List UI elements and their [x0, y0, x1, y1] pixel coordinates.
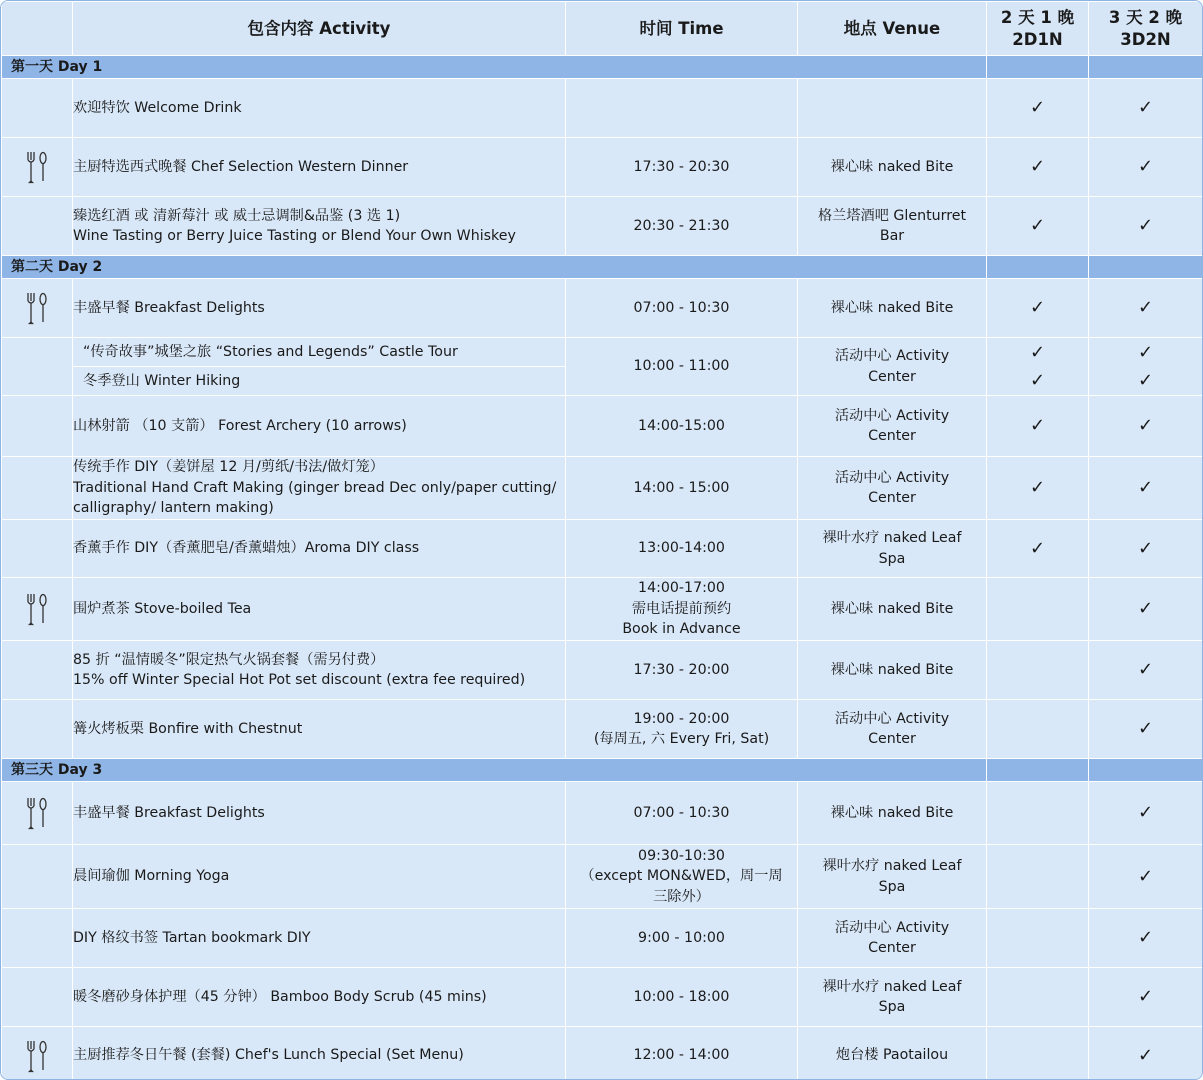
header-plan-2d1n-line1: 2 天 1 晚 [1000, 7, 1075, 27]
table-header-row [2, 2, 1203, 56]
venue-cell: 裸心味 naked Bite [798, 641, 987, 700]
table-row [2, 578, 1203, 641]
day-band-cell [1089, 56, 1203, 79]
check-3d2n: ✓ [1089, 641, 1203, 700]
table-row [2, 197, 1203, 256]
table-row [2, 1027, 1203, 1080]
check-2d1n [987, 909, 1089, 968]
time-cell: 20:30 - 21:30 [566, 197, 798, 256]
time-cell: 12:00 - 14:00 [566, 1027, 798, 1080]
day-band-cell [987, 256, 1089, 279]
time-cell: 17:30 - 20:30 [566, 138, 798, 197]
table-row [2, 700, 1203, 759]
icon-cell [2, 457, 73, 520]
venue-cell: 活动中心 Activity Center [798, 338, 987, 396]
venue-cell: 裸心味 naked Bite [798, 279, 987, 338]
header-plan-2d1n [987, 2, 1089, 56]
venue-cell: 格兰塔酒吧 Glenturret Bar [798, 197, 987, 256]
time-cell: 17:30 - 20:00 [566, 641, 798, 700]
check-3d2n: ✓ [1089, 909, 1203, 968]
activity-cell: 篝火烤板栗 Bonfire with Chestnut [73, 700, 566, 759]
activity-castle-tour: “传奇故事”城堡之旅 “Stories and Legends” Castle Tour [73, 338, 565, 367]
venue-cell: 活动中心 Activity Center [798, 457, 987, 520]
check-2d1n [987, 700, 1089, 759]
check-2d1n [987, 782, 1089, 845]
time-cell: 14:00 - 15:00 [566, 457, 798, 520]
day-label: 第一天 Day 1 [2, 56, 987, 79]
activity-cell: 晨间瑜伽 Morning Yoga [73, 845, 566, 909]
check-3d2n: ✓ [1089, 782, 1203, 845]
icon-cell [2, 641, 73, 700]
venue-cell: 裸叶水疗 naked Leaf Spa [798, 968, 987, 1027]
header-plan-3d2n [1089, 2, 1203, 56]
activity-cell: 丰盛早餐 Breakfast Delights [73, 782, 566, 845]
activity-cell: 欢迎特饮 Welcome Drink [73, 79, 566, 138]
icon-cell [2, 845, 73, 909]
day-band-cell [1089, 759, 1203, 782]
table-row [2, 968, 1203, 1027]
activity-cell: 山林射箭 （10 支箭） Forest Archery (10 arrows) [73, 396, 566, 457]
header-plan-3d2n-line1: 3 天 2 晚 [1108, 7, 1183, 27]
icon-cell [2, 396, 73, 457]
venue-cell: 活动中心 Activity Center [798, 700, 987, 759]
table-row [2, 845, 1203, 909]
time-cell: 07:00 - 10:30 [566, 279, 798, 338]
icon-cell [2, 197, 73, 256]
day-band-3 [2, 759, 1203, 782]
check-3d2n: ✓ [1089, 79, 1203, 138]
venue-cell: 裸叶水疗 naked Leaf Spa [798, 520, 987, 578]
check-2d1n [987, 641, 1089, 700]
venue-cell: 裸心味 naked Bite [798, 578, 987, 641]
icon-cell [2, 338, 73, 396]
header-plan-3d2n-line2: 3D2N [1120, 29, 1171, 49]
time-cell: 09:30-10:30 （except MON&WED，周一周 三除外） [566, 845, 798, 909]
cutlery-icon [24, 150, 50, 184]
time-cell: 07:00 - 10:30 [566, 782, 798, 845]
icon-cell [2, 578, 73, 641]
check-2d1n: ✓ [987, 396, 1089, 457]
cutlery-icon [24, 291, 50, 325]
time-cell: 13:00-14:00 [566, 520, 798, 578]
cutlery-icon [24, 796, 50, 830]
activity-cell: 香薰手作 DIY（香薰肥皂/香薰蜡烛）Aroma DIY class [73, 520, 566, 578]
check-winter-hiking: ✓ [1137, 369, 1154, 391]
check-2d1n [987, 578, 1089, 641]
venue-cell: 活动中心 Activity Center [798, 909, 987, 968]
check-3d2n: ✓ [1089, 968, 1203, 1027]
check-3d2n: ✓ [1089, 138, 1203, 197]
check-castle-tour: ✓ [1029, 341, 1046, 363]
header-venue: 地点 Venue [798, 2, 987, 56]
table-row [2, 641, 1203, 700]
time-cell: 10:00 - 18:00 [566, 968, 798, 1027]
check-2d1n: ✓ [987, 279, 1089, 338]
icon-cell [2, 279, 73, 338]
time-cell: 14:00-17:00 需电话提前预约 Book in Advance [566, 578, 798, 641]
venue-cell: 活动中心 Activity Center [798, 396, 987, 457]
day-band-cell [1089, 256, 1203, 279]
activity-cell [73, 338, 566, 396]
check-3d2n: ✓ [1089, 279, 1203, 338]
activity-winter-hiking: 冬季登山 Winter Hiking [83, 373, 241, 389]
check-2d1n: ✓ [987, 138, 1089, 197]
activity-schedule-table [1, 1, 1203, 1080]
icon-cell [2, 520, 73, 578]
table-row [2, 279, 1203, 338]
header-time: 时间 Time [566, 2, 798, 56]
check-3d2n [1089, 338, 1203, 396]
check-3d2n: ✓ [1089, 396, 1203, 457]
icon-cell [2, 79, 73, 138]
venue-cell: 裸心味 naked Bite [798, 138, 987, 197]
table-row [2, 782, 1203, 845]
check-3d2n: ✓ [1089, 845, 1203, 909]
activity-cell: 85 折 “温情暖冬”限定热气火锅套餐（需另付费） 15% off Winter Special Hot Pot set discount (extra fee required) [73, 641, 566, 700]
activity-cell: 主厨推荐冬日午餐 (套餐) Chef's Lunch Special (Set Menu) [73, 1027, 566, 1080]
table-row [2, 79, 1203, 138]
table-row [2, 138, 1203, 197]
check-3d2n: ✓ [1089, 197, 1203, 256]
check-3d2n: ✓ [1089, 700, 1203, 759]
activity-cell: DIY 格纹书签 Tartan bookmark DIY [73, 909, 566, 968]
check-3d2n: ✓ [1089, 520, 1203, 578]
table-row [2, 520, 1203, 578]
icon-cell [2, 138, 73, 197]
time-cell: 9:00 - 10:00 [566, 909, 798, 968]
icon-cell [2, 1027, 73, 1080]
table-row [2, 338, 1203, 396]
day-band-cell [987, 759, 1089, 782]
check-winter-hiking: ✓ [1029, 369, 1046, 391]
icon-cell [2, 968, 73, 1027]
check-castle-tour: ✓ [1137, 341, 1154, 363]
activity-cell: 传统手作 DIY（姜饼屋 12 月/剪纸/书法/做灯笼） Traditional Hand Craft Making (ginger bread Dec only/paper cutting/ calligraphy/ lantern making) [73, 457, 566, 520]
time-cell: 19:00 - 20:00 (每周五, 六 Every Fri, Sat) [566, 700, 798, 759]
check-2d1n: ✓ [987, 520, 1089, 578]
icon-cell [2, 700, 73, 759]
table-row [2, 396, 1203, 457]
cutlery-icon [24, 592, 50, 626]
check-2d1n [987, 1027, 1089, 1080]
check-3d2n: ✓ [1089, 457, 1203, 520]
day-label: 第二天 Day 2 [2, 256, 987, 279]
activity-cell: 暖冬磨砂身体护理（45 分钟） Bamboo Body Scrub (45 mins) [73, 968, 566, 1027]
check-2d1n: ✓ [987, 197, 1089, 256]
check-2d1n [987, 338, 1089, 396]
venue-cell: 炮台楼 Paotailou [798, 1027, 987, 1080]
venue-cell: 裸叶水疗 naked Leaf Spa [798, 845, 987, 909]
check-2d1n [987, 845, 1089, 909]
header-plan-2d1n-line2: 2D1N [1012, 29, 1063, 49]
day-label: 第三天 Day 3 [2, 759, 987, 782]
check-2d1n [987, 968, 1089, 1027]
check-2d1n: ✓ [987, 457, 1089, 520]
table-row [2, 909, 1203, 968]
check-3d2n: ✓ [1089, 578, 1203, 641]
venue-cell [798, 79, 987, 138]
day-band-1 [2, 56, 1203, 79]
table-row [2, 457, 1203, 520]
venue-cell: 裸心味 naked Bite [798, 782, 987, 845]
header-icon-column [2, 2, 73, 56]
day-band-2 [2, 256, 1203, 279]
check-2d1n: ✓ [987, 79, 1089, 138]
activity-cell: 臻选红酒 或 清新莓汁 或 威士忌调制&品鉴 (3 选 1) Wine Tasting or Berry Juice Tasting or Blend Your Own Whiskey [73, 197, 566, 256]
header-activity: 包含内容 Activity [73, 2, 566, 56]
day-band-cell [987, 56, 1089, 79]
icon-cell [2, 909, 73, 968]
cutlery-icon [24, 1039, 50, 1073]
time-cell: 10:00 - 11:00 [566, 338, 798, 396]
activity-cell: 丰盛早餐 Breakfast Delights [73, 279, 566, 338]
time-cell [566, 79, 798, 138]
time-cell: 14:00-15:00 [566, 396, 798, 457]
icon-cell [2, 782, 73, 845]
activity-cell: 主厨特选西式晚餐 Chef Selection Western Dinner [73, 138, 566, 197]
check-3d2n: ✓ [1089, 1027, 1203, 1080]
activity-cell: 围炉煮茶 Stove-boiled Tea [73, 578, 566, 641]
